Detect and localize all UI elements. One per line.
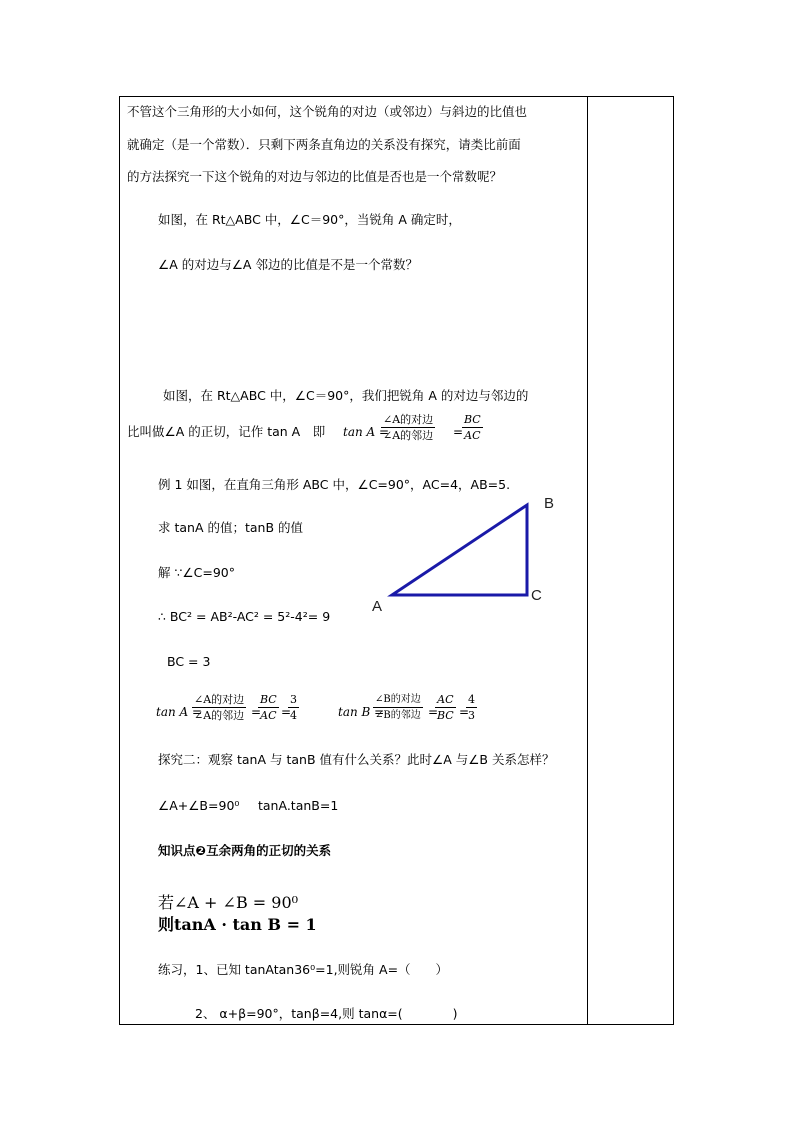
tanb-denominator-2: BC [437,709,454,722]
tana-fraction-2 [258,693,279,722]
tanb-equals-1: = [428,705,439,719]
triangle-abc [392,505,527,595]
tana-equals-2: = [281,705,292,719]
question-line-2: ∠A 的对边与∠A 邻边的比值是不是一个常数？ [158,257,418,272]
explore-line-1: 探究二：观察 tanA 与 tanB 值有什么关系？此时∠A 与∠B 关系怎样？ [158,752,555,767]
solution-line-3: BC = 3 [167,654,211,669]
tanb-numerator-3: 4 [468,693,475,706]
definition-numerator-1: ∠A的对边 [383,413,434,426]
definition-fraction-2 [462,413,483,442]
column-divider [587,96,588,1025]
definition-line-1: 如图，在 Rt△ABC 中，∠C＝90°，我们把锐角 A 的对边与邻边的 [163,388,529,403]
tanb-equals-2: = [459,705,470,719]
vertex-label-a: A [372,598,383,615]
tana-denominator-1: ∠A的邻边 [194,709,245,722]
intro-line-1: 不管这个三角形的大小如何，这个锐角的对边（或邻边）与斜边的比值也 [127,104,528,119]
intro-line-3: 的方法探究一下这个锐角的对边与邻边的比值是否也是一个常数呢？ [127,169,503,184]
knowledge-rule-1: 若∠A + ∠B = 90⁰ [158,893,299,912]
knowledge-rule-2: 则tanA · tan B = 1 [158,915,317,934]
intro-line-2: 就确定（是一个常数）．只剩下两条直角边的关系没有探究，请类比前面 [127,137,521,152]
tanb-denominator-1: ∠B的邻边 [375,710,421,721]
tanb-numerator-1: ∠B的对边 [373,693,423,708]
vertex-label-b: B [544,495,555,512]
example-line-1: 例 1 如图，在直角三角形 ABC 中，∠C=90°，AC=4，AB=5. [158,477,511,492]
vertex-label-c: C [531,587,542,604]
tana-fraction-1 [192,693,246,722]
definition-equals: = [453,425,464,439]
tanb-fraction-1 [373,693,423,722]
practice-question-1: 练习，1、已知 tanAtan36⁰=1,则锐角 A=（ ） [158,962,449,977]
tanb-numerator-2: AC [437,693,454,706]
explore-answer-tan: tanA.tanB=1 [258,798,339,813]
tana-fraction-3 [288,693,299,722]
tana-denominator-2: AC [260,709,277,722]
definition-denominator-2: AC [464,429,481,442]
tana-numerator-1: ∠A的对边 [194,693,245,706]
tanb-lhs: tan B = [338,705,385,719]
tana-numerator-2: BC [260,693,277,706]
definition-fraction-1 [381,413,435,442]
explore-answer-angles: ∠A+∠B=90⁰ [158,798,240,813]
example-line-2: 求 tanA 的值；tanB 的值 [158,520,304,535]
definition-numerator-2: BC [464,413,481,426]
tana-lhs: tan A = [156,705,203,719]
tanb-fraction-2 [435,693,456,722]
tanb-denominator-3: 3 [468,709,475,722]
knowledge-title: 知识点❷互余两角的正切的关系 [158,843,332,858]
tana-equals-1: = [251,705,262,719]
definition-denominator-1: ∠A的邻边 [383,429,434,442]
solution-line-2: ∴ BC² = AB²-AC² = 5²-4²= 9 [158,609,331,624]
tana-numerator-3: 3 [290,693,297,706]
tanb-fraction-3 [466,693,477,722]
tana-denominator-3: 4 [290,709,297,722]
practice-question-2: 2、 α+β=90°，tanβ=4,则 tanα=( ) [195,1006,458,1021]
question-line-1: 如图，在 Rt△ABC 中，∠C＝90°，当锐角 A 确定时， [158,212,461,227]
definition-line-2: 比叫做∠A 的正切，记作 tan A 即 [127,424,326,439]
definition-formula-lhs: tan A = [343,425,390,439]
solution-line-1: 解 ∵∠C=90° [158,565,235,580]
